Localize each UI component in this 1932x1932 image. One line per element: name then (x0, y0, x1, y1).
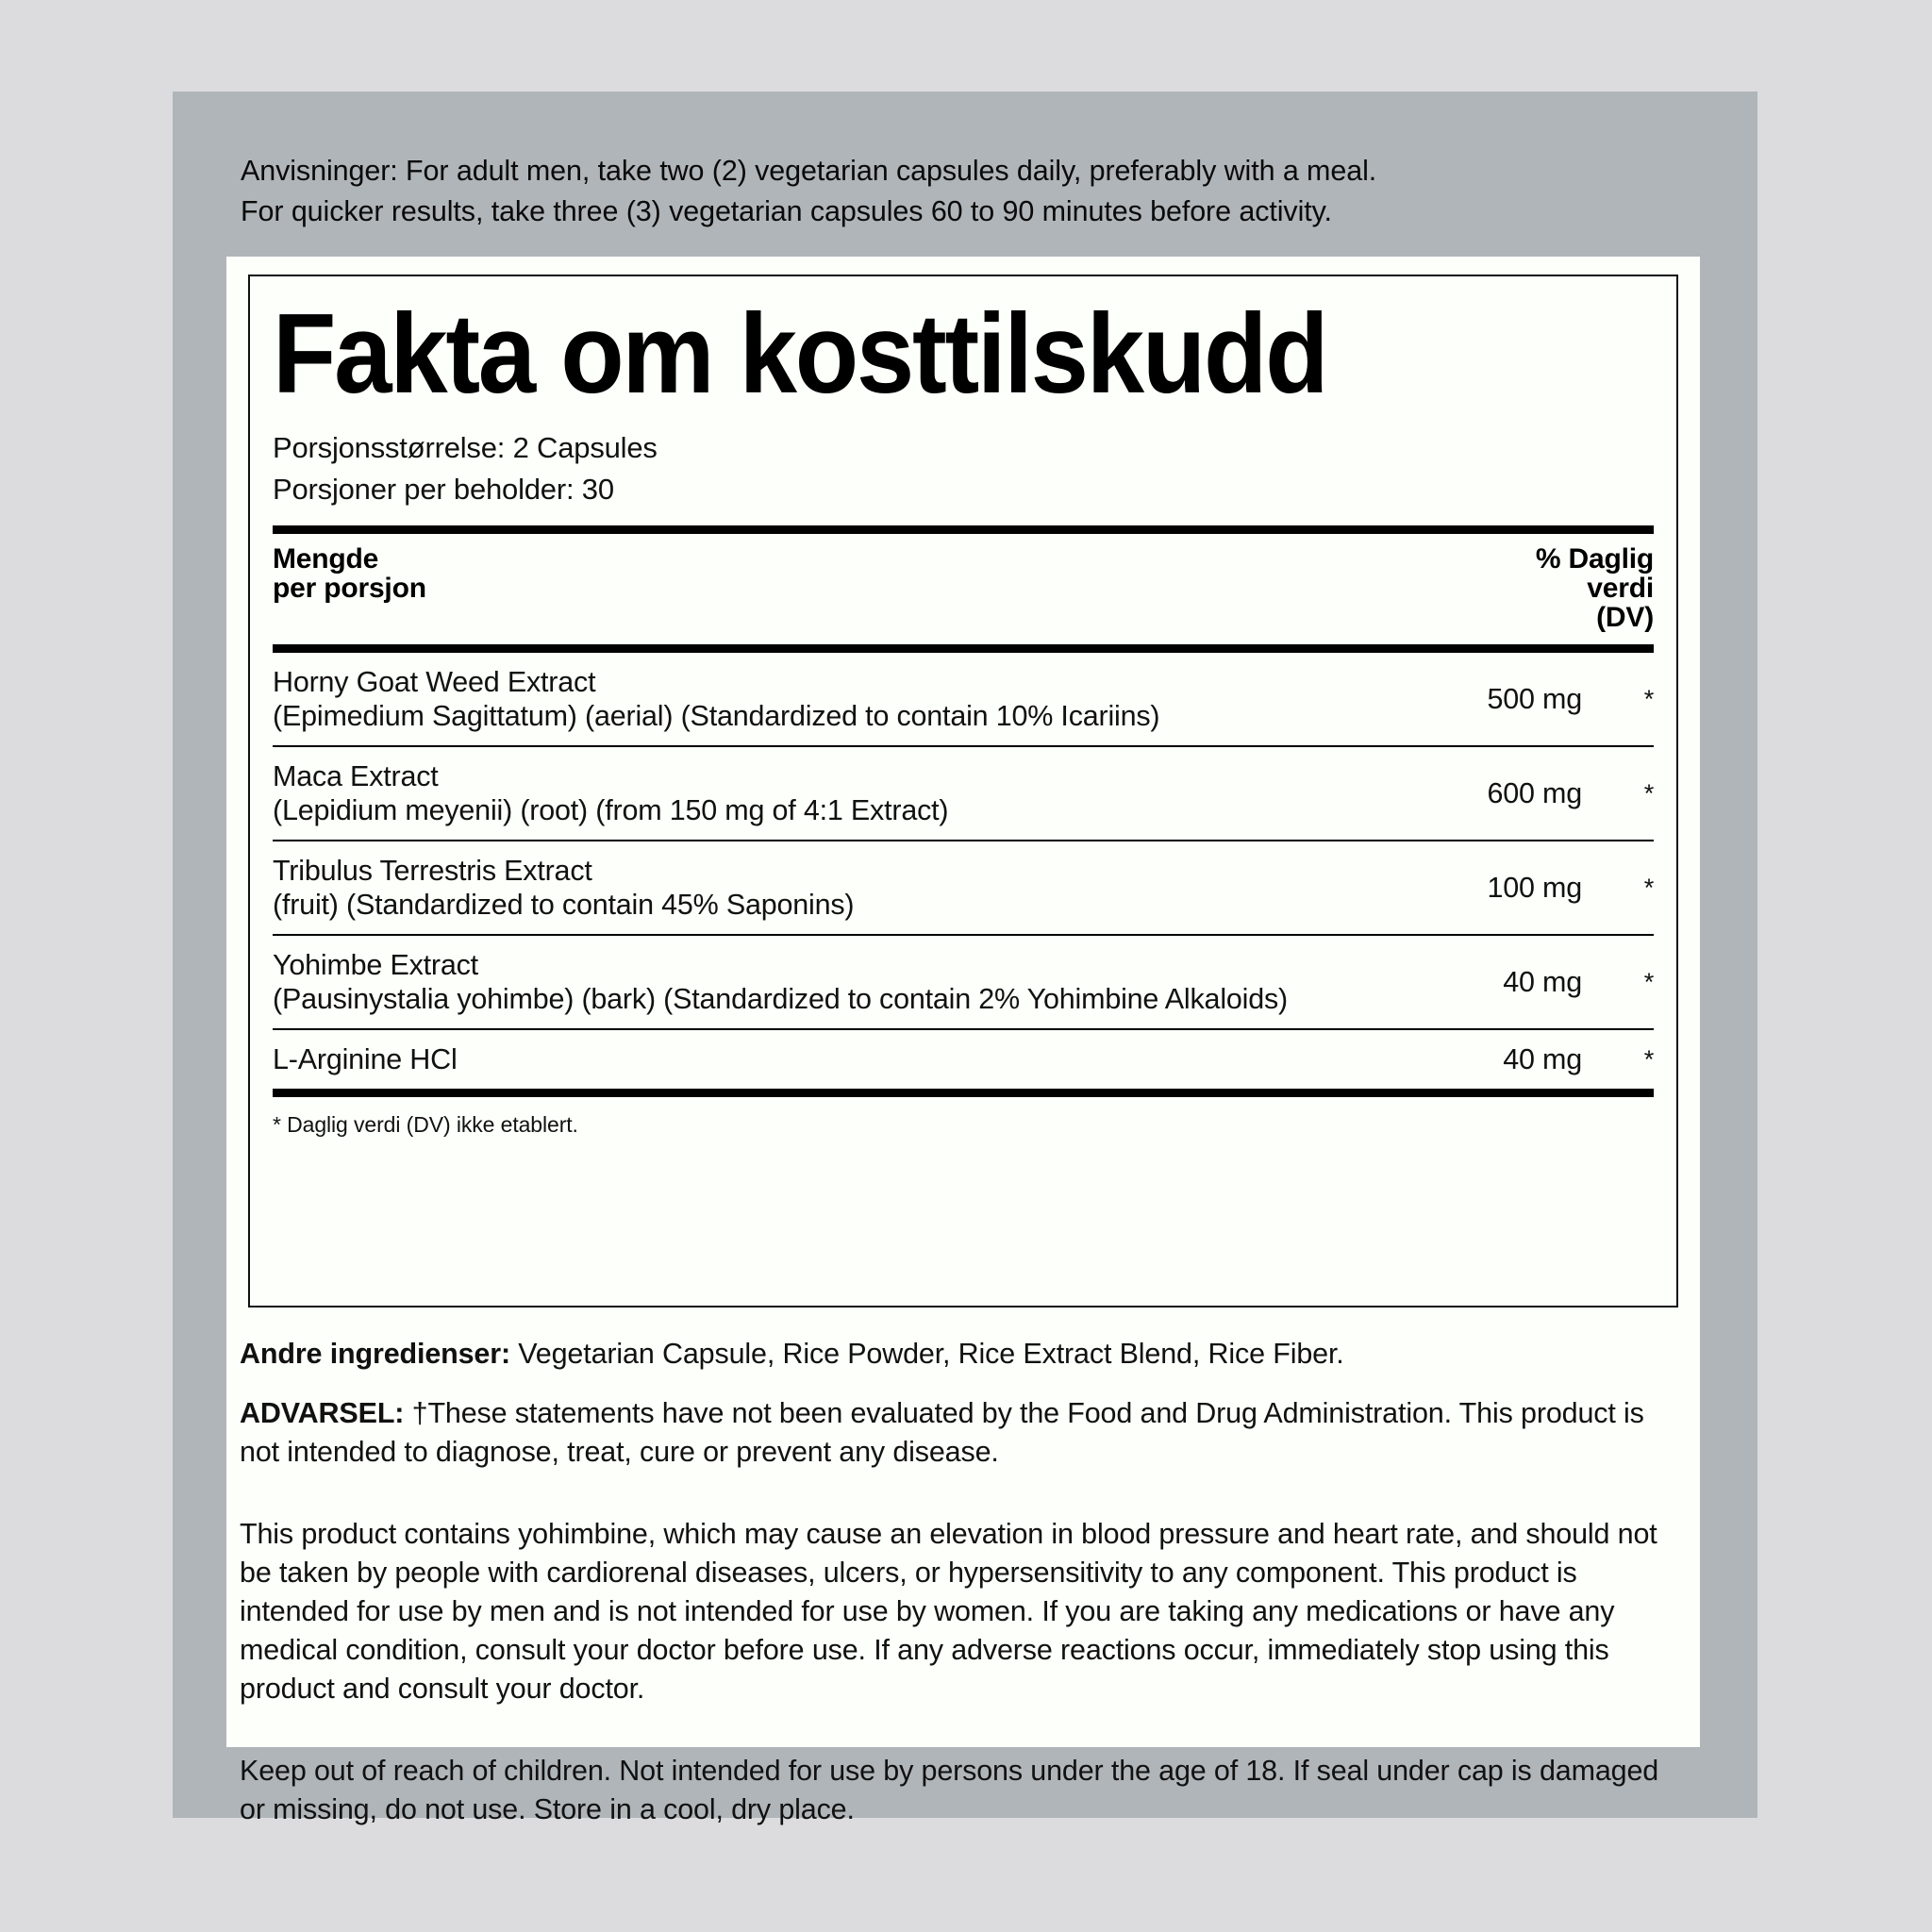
spacer (240, 1374, 1687, 1394)
table-header-row (273, 534, 1654, 644)
warning-text: †These statements have not been evaluated by the Food and Drug Administration. This product is not intended to diagnose, treat, cure or prevent any disease. (240, 1397, 1644, 1468)
rule-bottom-thick (273, 1089, 1654, 1097)
ingredient-name (273, 936, 1407, 1028)
amount-header-line-1: Mengde (273, 543, 379, 575)
daily-value-footnote: * Daglig verdi (DV) ikke etablert. (273, 1112, 578, 1137)
ingredient-table (273, 747, 1654, 840)
ingredient-name (273, 747, 1407, 840)
dv-header-line-3: (DV) (1596, 602, 1654, 633)
ingredient-daily-value: * (1643, 874, 1654, 902)
table-row (273, 936, 1654, 1028)
serving-size: Porsjonsstørrelse: 2 Capsules (273, 431, 658, 464)
table-row (273, 841, 1654, 934)
directions-line-1: For adult men, take two (2) vegetarian capsules daily, preferably with a meal. (406, 155, 1377, 187)
label-body-text (240, 1335, 1687, 1829)
warning-label: ADVARSEL: (240, 1397, 405, 1429)
ingredient-amount: 40 mg (1503, 966, 1582, 998)
serving-info (273, 427, 1654, 510)
ingredient-name-line-1: L-Arginine HCl (273, 1043, 458, 1075)
other-ingredients-paragraph (240, 1335, 1687, 1374)
other-ingredients-text: Vegetarian Capsule, Rice Powder, Rice Extract Blend, Rice Fiber. (518, 1338, 1344, 1370)
supplement-facts-box (248, 275, 1678, 1307)
ingredient-name (273, 653, 1407, 745)
ingredient-name-line-2: (Lepidium meyenii) (root) (from 150 mg of 4:1 Extract) (273, 794, 949, 826)
ingredient-name-line-1: Maca Extract (273, 760, 439, 792)
spacer (240, 1708, 1687, 1752)
ingredient-daily-value: * (1643, 685, 1654, 713)
ingredient-name (273, 841, 1407, 934)
warning-paragraph (240, 1394, 1687, 1472)
ingredient-table (273, 936, 1654, 1028)
table-row (273, 653, 1654, 745)
ingredient-amount: 600 mg (1487, 777, 1582, 809)
servings-per-container: Porsjoner per beholder: 30 (273, 473, 614, 506)
ingredient-table (273, 1030, 1654, 1089)
ingredient-daily-value: * (1643, 968, 1654, 996)
dv-header-line-2: verdi (1587, 573, 1654, 604)
ingredient-name-line-2: (Epimedium Sagittatum) (aerial) (Standardized to contain 10% Icariins) (273, 700, 1160, 732)
rule-header-bottom (273, 644, 1654, 653)
label-card (173, 92, 1757, 1825)
ingredient-name-line-1: Yohimbe Extract (273, 949, 478, 981)
amount-header (273, 534, 1407, 644)
ingredient-amount: 500 mg (1487, 683, 1582, 715)
ingredient-name-line-1: Horny Goat Weed Extract (273, 666, 596, 698)
amount-header-line-2: per porsjon (273, 573, 426, 604)
supplement-facts-table (273, 534, 1654, 644)
ingredient-table (273, 841, 1654, 934)
directions-label: Anvisninger: (241, 155, 398, 187)
ingredient-name-line-2: (Pausinystalia yohimbe) (bark) (Standardized to contain 2% Yohimbine Alkaloids) (273, 983, 1289, 1015)
table-row (273, 1030, 1654, 1089)
directions-line-2: For quicker results, take three (3) vegetarian capsules 60 to 90 minutes before activity. (241, 195, 1332, 227)
ingredient-daily-value: * (1643, 779, 1654, 808)
dv-header-line-1: % Daglig (1535, 543, 1654, 575)
ingredient-amount: 40 mg (1503, 1043, 1582, 1075)
ingredient-table (273, 653, 1654, 745)
ingredient-daily-value: * (1643, 1045, 1654, 1074)
table-row (273, 747, 1654, 840)
spacer (240, 1472, 1687, 1515)
caution-paragraph: This product contains yohimbine, which may cause an elevation in blood pressure and heart rate, and should not be taken by people with cardiorenal diseases, ulcers, or hypersensitivity to any component. This product is intended for use by men and is not intended for use by women. If you are taking any medications or have any medical condition, consult your doctor before use. If any adverse reactions occur, immediately stop using this product and consult your doctor. (240, 1518, 1657, 1705)
directions-block (241, 151, 1712, 232)
other-ingredients-label: Andre ingredienser: (240, 1338, 510, 1370)
ingredient-name-line-2: (fruit) (Standardized to contain 45% Saponins) (273, 889, 855, 921)
daily-value-header (1407, 534, 1654, 644)
rule-top-thick (273, 525, 1654, 534)
ingredient-amount: 100 mg (1487, 872, 1582, 904)
facts-title: Fakta om kosttilskudd (273, 291, 1327, 417)
ingredient-name-line-1: Tribulus Terrestris Extract (273, 855, 592, 887)
storage-paragraph: Keep out of reach of children. Not intended for use by persons under the age of 18. If seal under cap is damaged or missing, do not use. Store in a cool, dry place. (240, 1755, 1659, 1825)
supplement-facts-panel (226, 257, 1700, 1825)
ingredient-name (273, 1030, 1407, 1089)
